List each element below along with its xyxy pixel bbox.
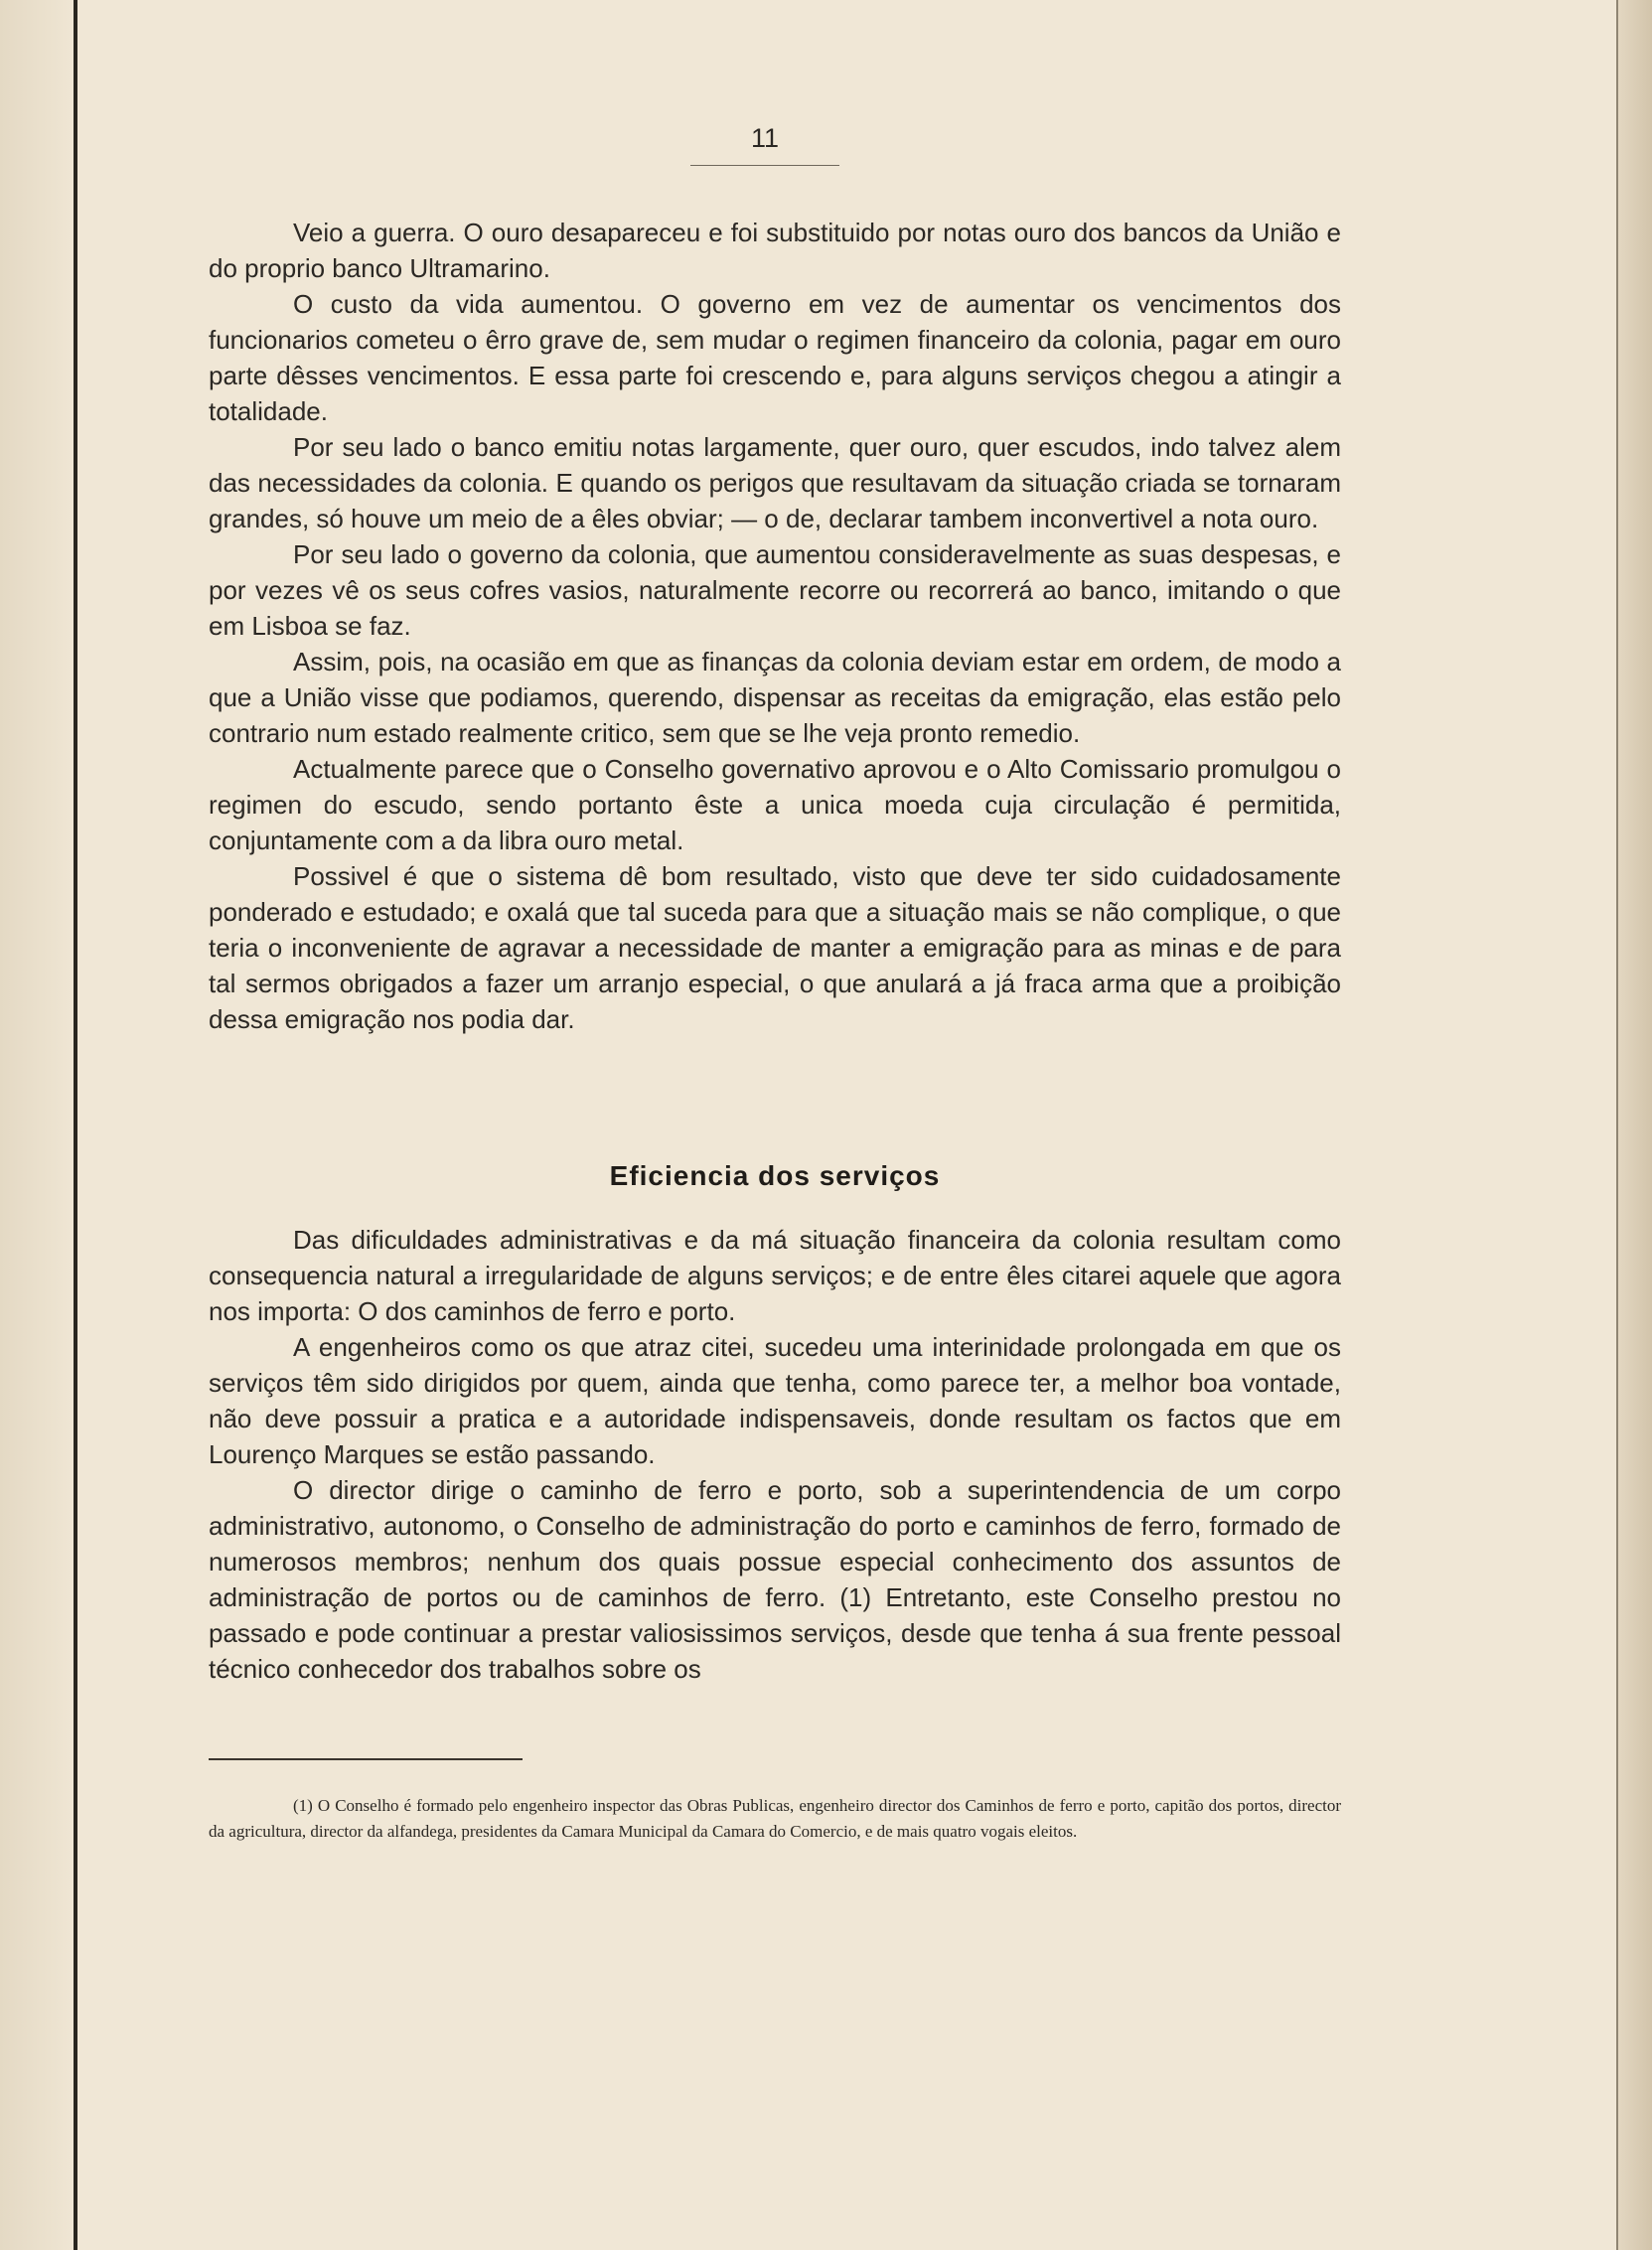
page-right-edge-line [1616, 0, 1618, 2250]
binding-shadow [0, 0, 77, 2250]
footnote-rule [209, 1758, 523, 1760]
paragraph: Por seu lado o governo da colonia, que aumentou consideravelmente as suas despesas, e por vezes vê os seus cofres vasios, naturalmente recorre ou recorrerá ao banco, imitando o que em Lisboa se faz. [209, 539, 1341, 641]
footnote: (1) O Conselho é formado pelo engenheiro inspector das Obras Publicas, engenheiro director dos Caminhos de ferro e porto, capitão dos portos, director da agricultura, director da alfandega, presidentes da Camara Municipal da Camara do Comercio, e de mais quatro vogais eleitos. [209, 1796, 1341, 1841]
body-text-top [209, 215, 1341, 1037]
paragraph: Assim, pois, na ocasião em que as finanças da colonia deviam estar em ordem, de modo a que a União visse que podiamos, querendo, dispensar as receitas da emigração, elas estão pelo contrario num estado realmente critico, sem que se lhe veja pronto remedio. [209, 647, 1341, 748]
section-heading: Eficiencia dos serviços [609, 1160, 941, 1191]
paragraph: Veio a guerra. O ouro desapareceu e foi substituido por notas ouro dos bancos da União e do proprio banco Ultramarino. [209, 218, 1341, 283]
page-right-edge [1618, 0, 1652, 2250]
page-number: 11 [750, 123, 780, 153]
binding-edge-line [74, 0, 77, 2250]
page-number-rule [690, 165, 839, 166]
paragraph: O custo da vida aumentou. O governo em vez de aumentar os vencimentos dos funcionarios cometeu o êrro grave de, sem mudar o regimen financeiro da colonia, pagar em ouro parte dêsses vencimentos. E essa parte foi crescendo e, para alguns serviços chegou a atingir a totalidade. [209, 289, 1341, 426]
paragraph: Por seu lado o banco emitiu notas largamente, quer ouro, quer escudos, indo talvez alem das necessidades da colonia. E quando os perigos que resultavam da situação criada se tornaram grandes, só houve um meio de a êles obviar; — o de, declarar tambem inconvertivel a nota ouro. [209, 432, 1341, 533]
body-text-section [209, 1222, 1341, 1687]
paragraph: A engenheiros como os que atraz citei, sucedeu uma interinidade prolongada em que os serviços têm sido dirigidos por quem, ainda que tenha, como parece ter, a melhor boa vontade, não deve possuir a pratica e a autoridade indispensaveis, donde resultam os factos que em Lourenço Marques se estão passando. [209, 1332, 1341, 1469]
paragraph: O director dirige o caminho de ferro e porto, sob a superintendencia de um corpo administrativo, autonomo, o Conselho de administração do porto e caminhos de ferro, formado de numerosos membros; nenhum dos quais possue especial conhecimento dos assuntos de administração de portos ou de caminhos de ferro. (1) Entretanto, este Conselho prestou no passado e pode continuar a prestar valiosissimos serviços, desde que tenha á sua frente pessoal técnico conhecedor dos trabalhos sobre os [209, 1475, 1341, 1684]
paragraph: Possivel é que o sistema dê bom resultado, visto que deve ter sido cuidadosamente ponderado e estudado; e oxalá que tal suceda para que a situação mais se não complique, o que teria o inconveniente de agravar a necessidade de manter a emigração para as minas e de para tal sermos obrigados a fazer um arranjo especial, o que anulará a já fraca arma que a proibição dessa emigração nos podia dar. [209, 861, 1341, 1034]
paragraph: Das dificuldades administrativas e da má situação financeira da colonia resultam como consequencia natural a irregularidade de alguns serviços; e de entre êles citarei aquele que agora nos importa: O dos caminhos de ferro e porto. [209, 1225, 1341, 1326]
paragraph: Actualmente parece que o Conselho governativo aprovou e o Alto Comissario promulgou o regimen do escudo, sendo portanto êste a unica moeda cuja circulação é permitida, conjuntamente com a da libra ouro metal. [209, 754, 1341, 855]
